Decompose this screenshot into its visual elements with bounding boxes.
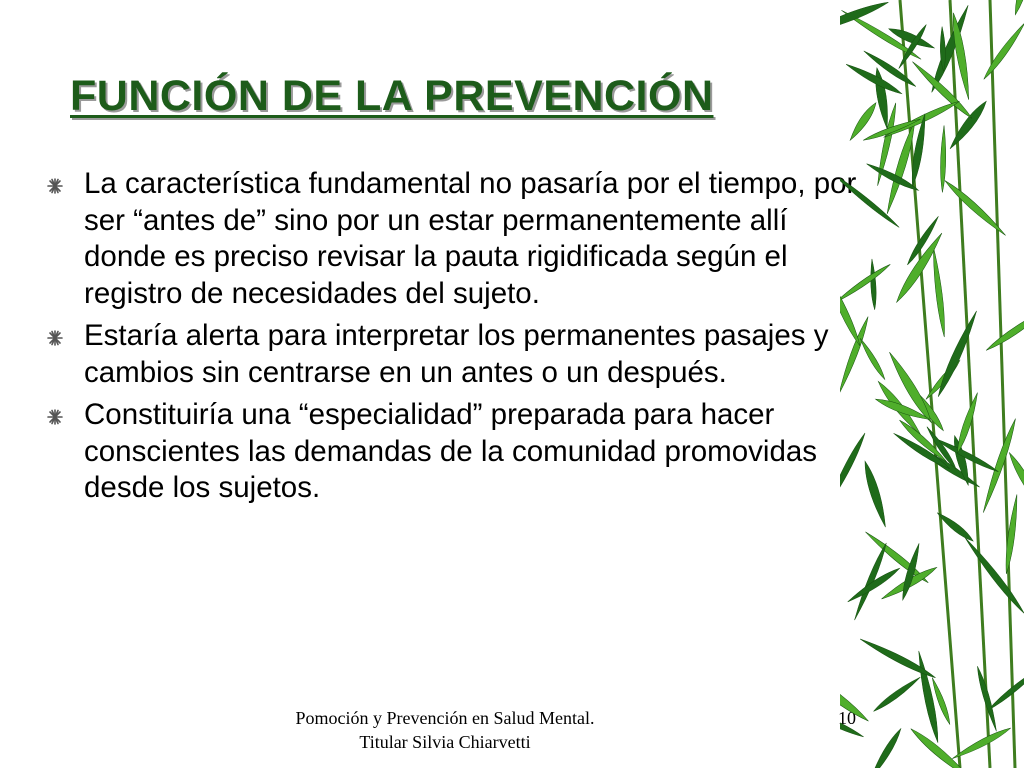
bullet-item <box>44 318 874 391</box>
footer-text <box>270 706 620 754</box>
bullet-list <box>44 166 874 513</box>
bullet-text: Constituiría una “especialidad” preparada para hacer conscientes las demandas de la comunidad promovidas desde los sujetos. <box>84 398 818 504</box>
bullet-text: Estaría alerta para interpretar los permanentes pasajes y cambios sin centrarse en un antes o un después. <box>84 319 829 389</box>
slide-title: FUNCIÓN DE LA PREVENCIÓN <box>70 72 714 120</box>
page-number: 10 <box>838 708 856 728</box>
asterisk-bullet-icon <box>44 175 66 197</box>
footer-line-1: Pomoción y Prevención en Salud Mental. <box>295 708 595 728</box>
asterisk-bullet-icon <box>44 406 66 428</box>
bullet-item <box>44 166 874 312</box>
bamboo-leaves-icon <box>840 0 1024 768</box>
bullet-item <box>44 397 874 507</box>
bullet-text: La característica fundamental no pasaría por el tiempo, por ser “antes de” sino por un estar permanentemente allí donde es preciso revisar la pauta rigidificada según el registro de necesidades del sujeto. <box>84 167 857 310</box>
asterisk-bullet-icon <box>44 327 66 349</box>
footer-line-2: Titular Silvia Chiarvetti <box>359 732 531 752</box>
